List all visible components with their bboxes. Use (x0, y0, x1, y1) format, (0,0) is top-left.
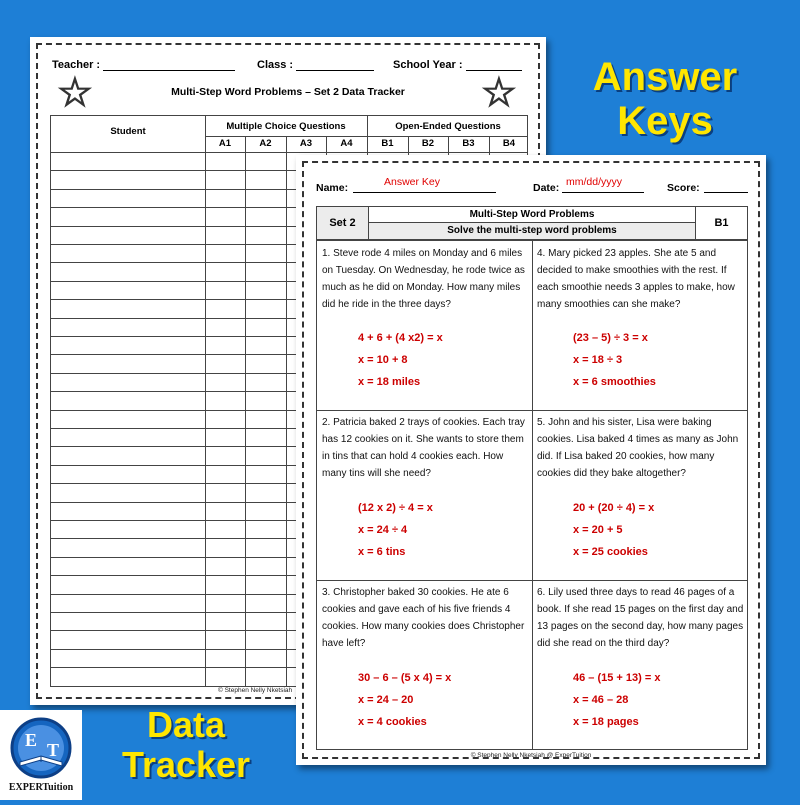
group-header-line (205, 136, 527, 137)
answer-line: x = 24 – 20 (358, 694, 414, 706)
answer-line: 4 + 6 + (4 x2) = x (358, 332, 443, 344)
answer-line: x = 20 + 5 (573, 524, 623, 536)
data-tracker-label (86, 705, 286, 785)
column-header-b4: B4 (502, 138, 516, 149)
answer-line: x = 10 + 8 (358, 354, 408, 366)
question-4-text: 4. Mary picked 23 apples. She ate 5 and decided to make smoothies with the rest. If each smoothie needs 3 apples to make, how many smoothies can she make? (537, 248, 735, 310)
grid-column-line (245, 136, 246, 686)
name-label: Name: (316, 182, 349, 194)
school-year-field (393, 59, 522, 71)
teacher-field (52, 59, 235, 71)
question-6-answer (573, 667, 660, 733)
answer-line: x = 18 pages (573, 716, 639, 728)
school-year-label: School Year : (393, 59, 463, 71)
student-header: Student (110, 126, 146, 137)
data-tracker-line: Tracker (121, 744, 251, 785)
topic-title: Multi-Step Word Problems (369, 207, 695, 223)
class-line (296, 70, 374, 71)
mc-header: Multiple Choice Questions (226, 121, 346, 132)
logo-brand: EXPERTuition (8, 782, 74, 793)
grid-column-line (205, 116, 206, 686)
question-3-answer (358, 667, 451, 733)
answer-line: x = 6 tins (358, 546, 406, 558)
date-line (562, 192, 644, 193)
answer-line: x = 25 cookies (573, 546, 648, 558)
question-1-answer (358, 327, 443, 393)
answer-line: 20 + (20 ÷ 4) = x (573, 502, 655, 514)
answer-line: (12 x 2) ÷ 4 = x (358, 502, 433, 514)
answer-line: x = 6 smoothies (573, 376, 656, 388)
answer-line: x = 18 miles (358, 376, 421, 388)
star-icon: ☆ (57, 71, 93, 115)
column-header-a4: A4 (340, 138, 353, 149)
column-header-a3: A3 (299, 138, 313, 149)
answer-line: x = 4 cookies (358, 716, 427, 728)
column-header-a1: A1 (218, 138, 232, 149)
answer-line: x = 18 ÷ 3 (573, 354, 623, 366)
grid-divider (532, 241, 533, 749)
column-header-b2: B2 (421, 138, 435, 149)
question-5-text: 5. John and his sister, Lisa were baking cookies. Lisa baked 4 times as many as John did. If Lisa baked 20 cookies, how many cookies did they bake altogether? (537, 417, 739, 479)
oe-header: Open-Ended Questions (395, 121, 501, 132)
score-line (704, 192, 748, 193)
question-5-answer (573, 497, 654, 563)
logo-letter-e: E (25, 730, 38, 750)
teacher-line (103, 70, 235, 71)
star-icon: ☆ (481, 71, 517, 115)
answer-line: (23 – 5) ÷ 3 = x (573, 332, 648, 344)
date-value: mm/dd/yyyy (566, 176, 623, 188)
answer-keys-line: Answer (592, 55, 738, 99)
set-header-box (316, 206, 748, 240)
answer-line: x = 46 – 28 (573, 694, 629, 706)
question-2-answer (358, 497, 433, 563)
answer-line: 46 – (15 + 13) = x (573, 672, 661, 684)
name-line (353, 192, 496, 193)
class-field (257, 59, 374, 71)
data-tracker-line: Data (146, 704, 226, 745)
grid-column-line (286, 136, 287, 686)
set-label: Set 2 (317, 207, 369, 239)
question-4-answer (573, 327, 656, 393)
tracker-copyright: © Stephen Nelly Nketsiah (218, 687, 293, 694)
grid-divider (317, 410, 747, 411)
questions-grid (316, 240, 748, 750)
logo-graphic (0, 710, 82, 800)
class-label: Class : (257, 59, 294, 71)
instruction: Solve the multi-step word problems (369, 223, 695, 239)
logo-letter-t: T (47, 740, 60, 760)
date-label: Date: (533, 182, 560, 194)
answer-line: x = 24 ÷ 4 (358, 524, 408, 536)
column-header-b1: B1 (381, 138, 394, 149)
question-2-text: 2. Patricia baked 2 trays of cookies. Each tray has 12 cookies on it. She wants to store them in tins that can hold 4 cookies each. How many tins will she need? (322, 417, 525, 479)
code-label: B1 (695, 207, 747, 239)
answer-keys-line: Keys (617, 99, 713, 143)
grid-row-line (51, 152, 527, 153)
question-6-text: 6. Lily used three days to read 46 pages of a book. If she read 15 pages on the first day and 13 pages on the second day, how many pages did she read on the third day? (537, 587, 744, 649)
answer-copyright: © Stephen Nelly Nketsiah @ ExperTuition (470, 752, 592, 759)
tracker-title: Multi-Step Word Problems – Set 2 Data Tracker (171, 86, 405, 98)
question-1-text: 1. Steve rode 4 miles on Monday and 6 miles on Tuesday. On Wednesday, he rode twice as much as he did on Monday. How many miles did he ride in the three days? (322, 248, 525, 310)
answer-line: 30 – 6 – (5 x 4) = x (358, 672, 452, 684)
score-label: Score: (667, 182, 700, 194)
column-header-b3: B3 (462, 138, 475, 149)
column-header-a2: A2 (259, 138, 272, 149)
name-value: Answer Key (384, 176, 441, 188)
teacher-label: Teacher : (52, 59, 101, 71)
expertuition-logo (0, 710, 82, 800)
answer-key-sheet (296, 155, 766, 765)
answer-keys-label (560, 55, 770, 143)
question-3-text: 3. Christopher baked 30 cookies. He ate 6 cookies and gave each of his five friends 4 cookies. How many cookies does Christopher have left? (322, 587, 525, 649)
grid-divider (317, 580, 747, 581)
